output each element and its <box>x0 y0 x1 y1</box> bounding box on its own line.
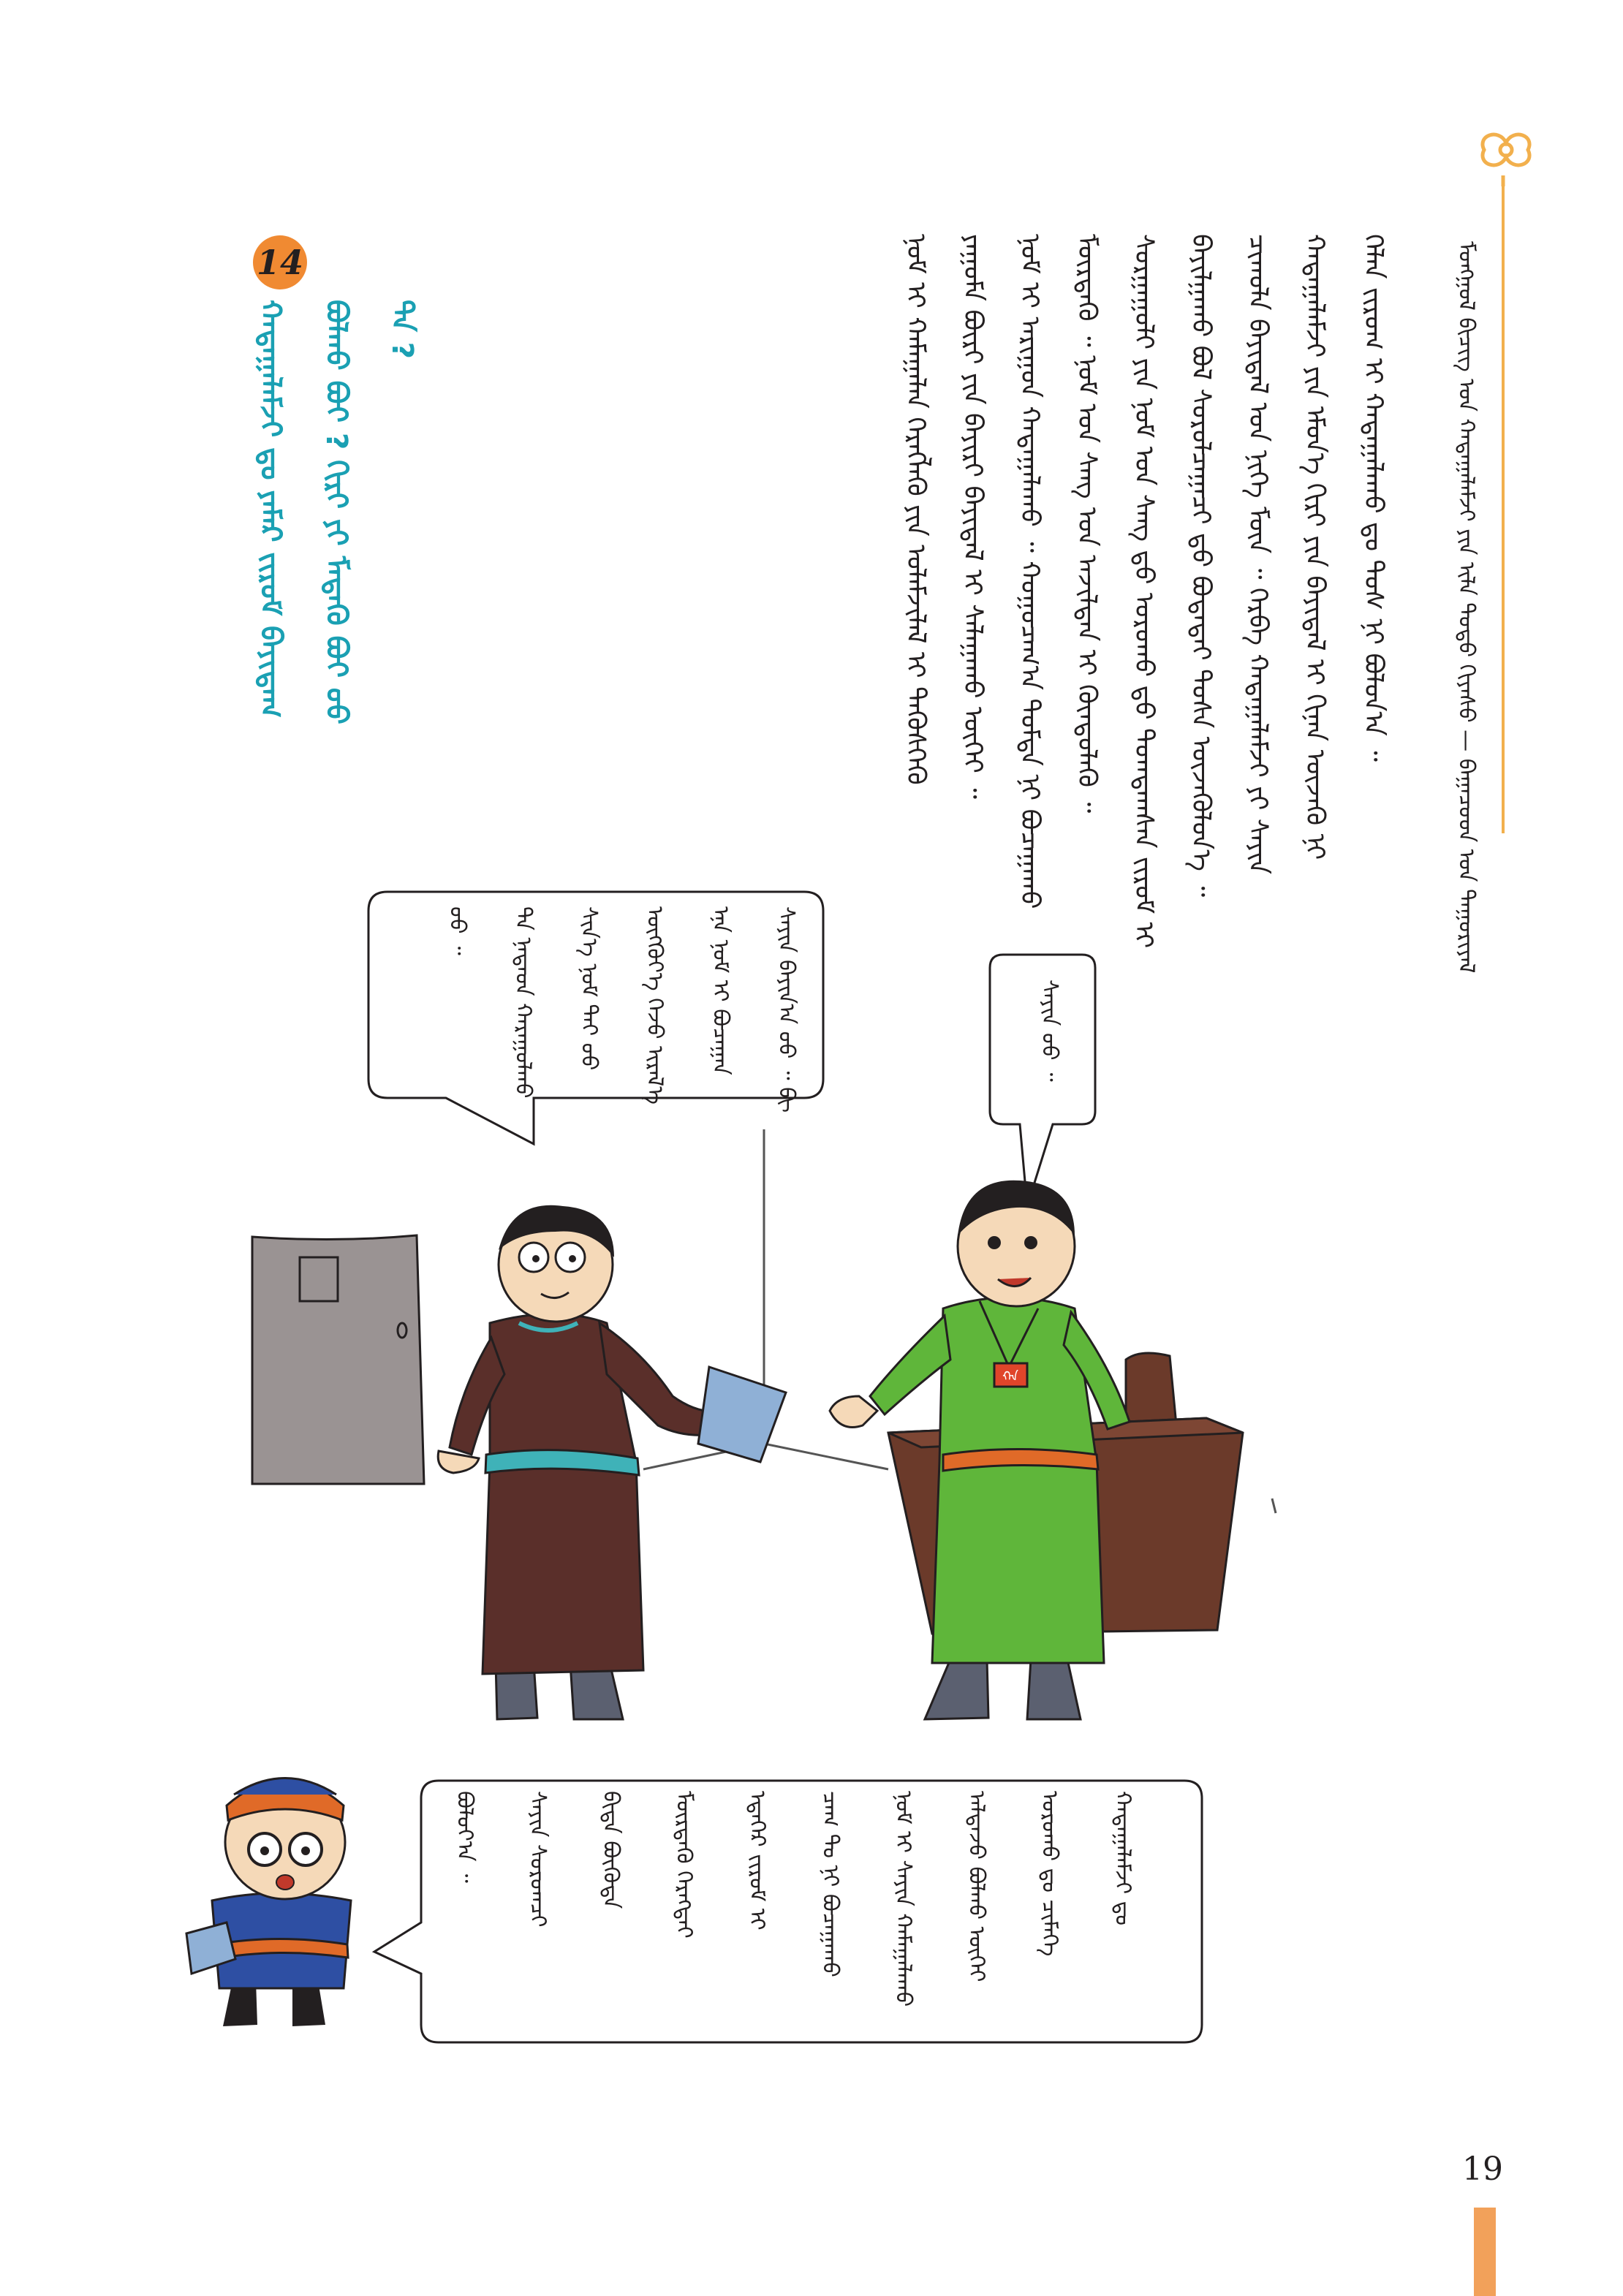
question-line: ᠲᠠ ? <box>385 300 419 360</box>
page-edge-tab <box>1474 2208 1496 2296</box>
speech-line: ᠪᠣᠯᠤᠶ᠎ᠠ ᠃ <box>452 1791 477 1883</box>
speech-line: ᠡᠨᠡ ᠨᠣᠮ ᠢ ᠪᠤᠴᠠᠭᠠᠨ <box>708 906 733 1075</box>
question-number-badge: 14 <box>253 235 307 289</box>
paragraph-line: ᠪᠠᠶᠢᠯᠭᠠᠬᠤ ᠪᠣᠯ ᠰᠤᠷᠤᠯᠴᠠᠭᠠᠴᠢ ᠳ᠋ᠤ ᠪᠣᠳᠠᠳᠠᠢ ᠲᠤᠰᠠ ᠦᠵᠡᠭᠦᠯᠦᠨ᠎ᠡ ᠃ <box>1186 234 1216 898</box>
speech-line: ᠰᠠᠶᠢᠨ ᠰᠤᠷᠤᠭᠴᠢ <box>525 1791 551 1928</box>
speech-line: ᠰᠢᠨ᠎ᠡ ᠨᠣᠮ ᠲᠠᠢ ᠤᠤ <box>576 906 602 1071</box>
speech-line: ᠴᠠᠭ ᠲᠤ ᠨᠢ ᠪᠤᠴᠠᠭᠠᠬᠤ <box>817 1791 843 1977</box>
question-line: ᠪᠣᠯᠬᠤ ᠪᠣᠢ ? ᠬᠢᠷᠢ ᠶᠢ ᠮᠡᠳᠡᠬᠦ ᠪᠤᠢ ᠤᠤ <box>319 300 353 725</box>
speech-line: ᠥᠭᠭᠦᠶ᠎ᠡ ᠭᠡᠵᠦ ᠢᠷᠡᠯ᠎ᠡ <box>642 906 667 1105</box>
speech-line: ᠪᠢᠳᠡ ᠪᠦᠭᠦᠳᠡ <box>598 1791 624 1909</box>
question-line: ᠬᠠᠳᠠᠭᠠᠯᠠᠮᠵᠢ ᠳᠤ ᠶᠠᠮᠠᠷ ᠵᠢᠷᠤᠮ ᠪᠠᠶᠢᠳᠠᠭ <box>254 300 287 718</box>
speech-line: ᠣᠷᠣᠬᠤ ᠳᠤ ᠴᠢᠮᠡᠭᠡ <box>1037 1791 1062 1957</box>
speech-line: ᠠᠯᠳᠠᠵᠤ ᠪᠣᠯᠬᠤ ᠦᠭᠡᠢ <box>964 1791 989 1982</box>
boy-figure <box>186 1778 351 2027</box>
door <box>252 1235 424 1484</box>
paragraph-line: ᠰᠤᠷᠭᠠᠭᠤᠯᠢ ᠶᠢᠨ ᠨᠣᠮ ᠤᠨ ᠰᠠᠩ ᠳ᠋ᠤ ᠣᠷᠣᠬᠤ ᠳ᠋ᠤ ᠲᠣᠭᠲᠠᠭᠰᠠᠨ ᠵᠢᠷᠤᠮ ᠢ <box>1129 234 1159 949</box>
page-number: 19 <box>1462 2151 1503 2188</box>
paragraph-line: ᠮᠥᠷᠳᠡᠬᠦ ᠃ ᠨᠣᠮ ᠤᠨ ᠰᠠᠩ ᠤᠨ ᠠᠵᠢᠯᠲᠠᠨ ᠢ ᠬᠦᠨᠳᠦᠯᠡᠬᠦ ᠃ <box>1072 234 1102 814</box>
speech-line: ᠨᠣᠮ ᠢ ᠰᠠᠶᠢᠨ ᠬᠠᠮᠠᠭᠠᠯᠠᠬᠤ <box>890 1791 916 2007</box>
speech-line: ᠤᠤ ᠃ <box>444 906 470 955</box>
paragraph-line: ᠶᠠᠭᠤᠮᠠ ᠪᠦᠷᠢ ᠶᠢᠨ ᠪᠠᠶᠢᠷᠢ ᠪᠠᠶᠢᠳᠠᠯ ᠢ ᠰᠠᠯᠠᠭᠠᠬᠤ ᠦᠭᠡᠢ ᠃ <box>958 234 988 799</box>
paragraph-line: ᠬᠠᠳᠠᠭᠠᠯᠠᠮᠵᠢ ᠶᠢᠨ ᠡᠮᠦᠨ᠎ᠡ ᠬᠢᠷᠢ ᠶᠢᠨ ᠪᠠᠶᠢᠳᠠᠯ ᠢ ᠬᠢᠨᠠᠨ ᠦᠵᠡᠬᠦ ᠨᠢ <box>1300 234 1330 860</box>
id-badge-text: ᠬᠠ <box>1002 1369 1018 1384</box>
running-header: ᠮᠣᠩᠭᠣᠯ ᠪᠢᠴᠢᠭ᠌ ᠤᠨ ᠬᠠᠳᠠᠭᠠᠯᠠᠮᠵᠢ ᠶᠢᠨ ᠢᠯᠡ ᠲᠣᠳᠣ ᠬᠢᠶᠠᠰᠤ — ᠪᠠᠭᠠᠴᠤᠳ ᠤᠨ ᠳᠠᠭᠤᠷᠢᠶᠠᠯ <box>1453 241 1479 974</box>
paragraph-line: ᠬᠡᠯᠡᠨ ᠵᠢᠷᠤᠭ ᠢ ᠬᠠᠳᠠᠭᠠᠯᠠᠬᠤ ᠳᠤ ᠲᠤᠰ ᠨᠢ ᠪᠣᠯᠤᠨ᠎ᠠ ᠃ <box>1358 234 1388 762</box>
speech-line: ᠮᠥᠷᠳᠡᠬᠦ ᠬᠡᠷᠡᠭᠲᠡᠢ <box>671 1791 697 1939</box>
speech-line: ᠲᠠ ᠨᠠᠳᠠᠳ ᠬᠠᠷᠠᠭᠤᠯᠬᠤ <box>510 906 536 1099</box>
paragraph-line: ᠴᠢᠬᠤᠯᠠ ᠪᠠᠶᠢᠳᠠᠯ ᠤᠨ ᠨᠢᠭᠡ ᠮᠥᠨ ᠃ ᠬᠡᠷᠪᠡ ᠬᠠᠳᠠᠭᠠᠯᠠᠮᠵᠢ ᠶᠢ ᠰᠠᠶᠢᠨ <box>1243 234 1273 874</box>
librarian-figure <box>830 1181 1130 1719</box>
paragraph-line: ᠨᠣᠮ ᠢ ᠠᠷᠢᠭᠤᠨ ᠬᠠᠳᠠᠭᠠᠯᠠᠬᠤ ᠃ ᠬᠤᠭᠤᠴᠠᠭ᠎ᠠ ᠳᠤᠮᠳᠠ ᠨᠢ ᠪᠤᠴᠠᠭᠠᠬᠤ <box>1015 234 1045 909</box>
speech-bubble-boy <box>374 1781 1202 2042</box>
speech-line: ᠰᠠᠶᠢᠨ ᠤᠤ ᠃ <box>1037 980 1062 1082</box>
speech-line: ᠡᠳᠡᠭᠡᠷ ᠵᠢᠷᠤᠮ ᠢ <box>744 1791 770 1931</box>
speech-line: ᠬᠠᠳᠠᠭᠠᠯᠠᠮᠵᠢ ᠳᠤ <box>1110 1791 1135 1926</box>
paragraph-line: ᠨᠣᠮ ᠢ ᠬᠠᠮᠠᠭᠠᠯᠠᠨ ᠬᠡᠷᠡᠭᠯᠡᠬᠦ ᠶᠢᠨ ᠤᠯᠠᠮᠵᠢᠯᠠᠯ ᠢ ᠲᠡᠭᠦᠰᠭᠡᠬᠦ <box>901 234 931 785</box>
speech-line: ᠰᠠᠶᠢᠨ ᠪᠠᠶᠢᠨ᠎ᠠ ᠤᠤ ᠃ ᠪᠢ <box>773 906 799 1113</box>
teacher-figure <box>438 1205 786 1719</box>
